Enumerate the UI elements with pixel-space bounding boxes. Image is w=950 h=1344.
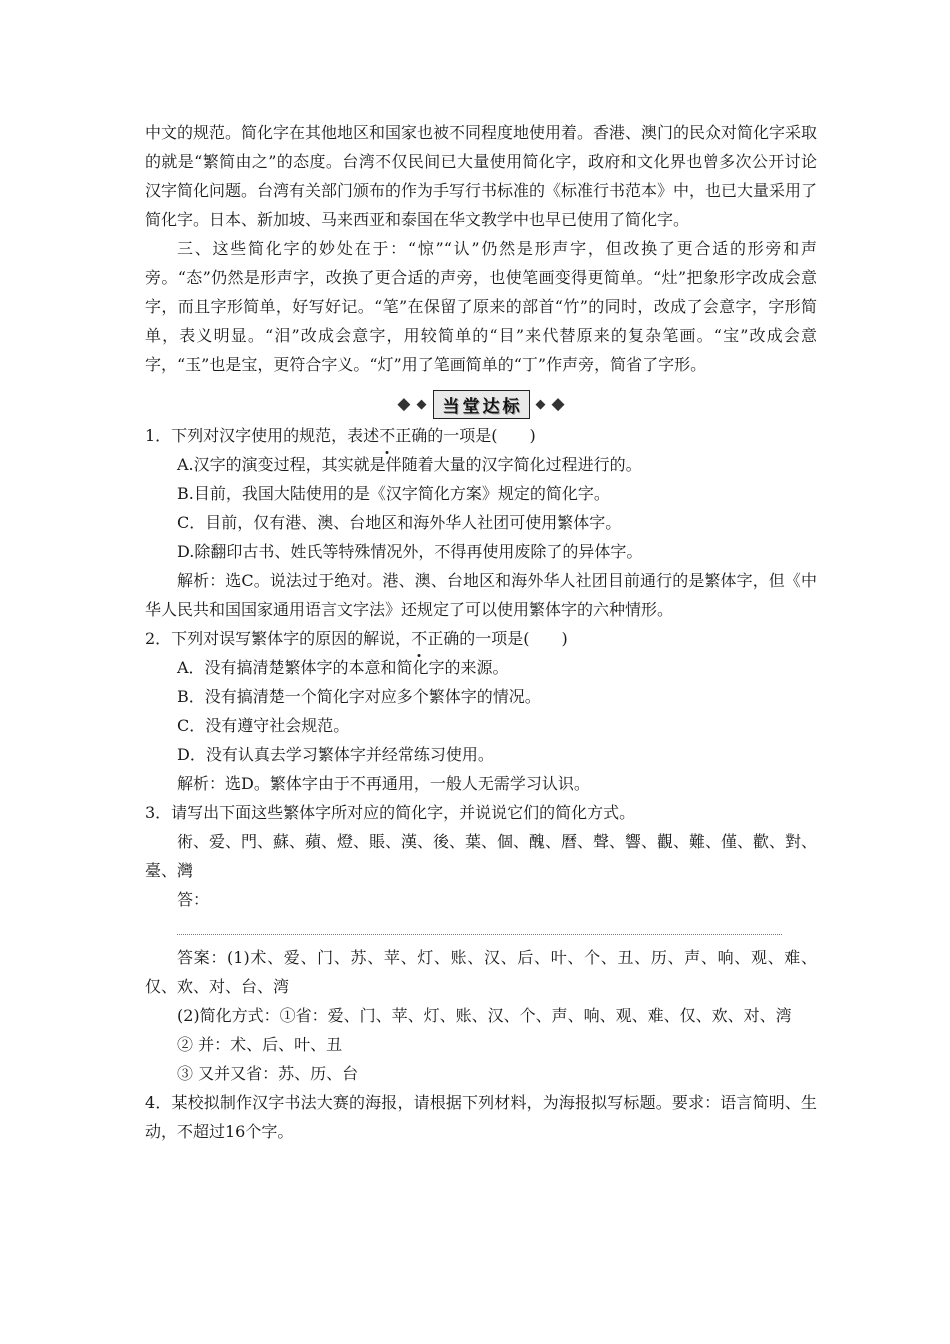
question-2-stem-b: 正确的一项是( ) — [427, 629, 568, 648]
question-3-chars: 術、爱、門、蘇、蘋、燈、賬、漢、後、葉、個、醜、曆、聲、響、觀、難、僅、歡、對、臺、灣 — [145, 832, 818, 880]
question-2-option-c: C．没有遵守社会规范。 — [177, 716, 350, 735]
question-1-stem — [145, 421, 817, 450]
section-title: 当堂达标 — [433, 390, 530, 419]
question-1-option-a: A.汉字的演变过程，其实就是伴随着大量的汉字简化过程进行的。 — [177, 455, 642, 474]
section-heading — [145, 389, 817, 419]
question-1-analysis: 解析：选C。说法过于绝对。港、澳、台地区和海外华人社团目前通行的是繁体字，但《中华人民共和国国家通用语言文字法》还规定了可以使用繁体字的六种情形。 — [145, 571, 817, 619]
diamond-icon: ◆ — [397, 394, 411, 414]
question-3-answer-prompt: 答： — [177, 890, 210, 909]
diamond-icon: ◆ — [416, 396, 427, 412]
diamond-icon: ◆ — [535, 396, 546, 412]
question-3-answer-1: 答案：(1)术、爱、门、苏、苹、灯、账、汉、后、叶、个、丑、历、声、响、观、难、仅、欢、对、台、湾 — [145, 948, 817, 996]
question-3-stem: 3．请写出下面这些繁体字所对应的简化字，并说说它们的简化方式。 — [145, 803, 636, 822]
question-2-stem — [145, 624, 817, 653]
question-1-option-c: C．目前，仅有港、澳、台地区和海外华人社团可使用繁体字。 — [177, 513, 622, 532]
question-1-option-d: D.除翻印古书、姓氏等特殊情况外，不得再使用废除了的异体字。 — [177, 542, 643, 561]
question-3-answer-3: ② 并：术、后、叶、丑 — [177, 1035, 343, 1054]
question-1-option-b: B.目前，我国大陆使用的是《汉字简化方案》规定的简化字。 — [177, 484, 610, 503]
answer-blank-line — [177, 934, 782, 935]
diamond-icon: ◆ — [551, 394, 565, 414]
question-2-stem-a: 2．下列对误写繁体字的原因的解说， — [145, 629, 412, 648]
question-3-answer-4: ③ 又并又省：苏、历、台 — [177, 1064, 359, 1083]
question-2-option-a: A．没有搞清楚繁体字的本意和简化字的来源。 — [177, 658, 509, 677]
emphasis-dot-char: 不 — [411, 624, 427, 653]
question-1-stem-a: 1．下列对汉字使用的规范，表述 — [145, 426, 380, 445]
question-4-stem: 4．某校拟制作汉字书法大赛的海报，请根据下列材料，为海报拟写标题。要求：语言简明、生动，不超过16个字。 — [145, 1093, 817, 1141]
question-3-answer-2: (2)简化方式：①省：爱、门、苹、灯、账、汉、个、声、响、观、难、仅、欢、对、湾 — [177, 1006, 792, 1025]
intro-paragraph-1: 中文的规范。简化字在其他地区和国家也被不同程度地使用着。香港、澳门的民众对简化字采取的就是“繁简由之”的态度。台湾不仅民间已大量使用简化字，政府和文化界也曾多次公开讨论汉字简化问题。台湾有关部门颁布的作为手写行书标准的《标准行书范本》中，也已大量采用了简化字。日本、新加坡、马来西亚和泰国在华文教学中也早已使用了简化字。 — [145, 123, 818, 229]
emphasis-dot-char: 不 — [379, 421, 395, 450]
question-2-analysis: 解析：选D。繁体字由于不再通用，一般人无需学习认识。 — [177, 774, 590, 793]
question-2-option-b: B．没有搞清楚一个简化字对应多个繁体字的情况。 — [177, 687, 541, 706]
intro-paragraph-2: 三、这些简化字的妙处在于：“惊”“认”仍然是形声字，但改换了更合适的形旁和声旁。“态”仍然是形声字，改换了更合适的声旁，也使笔画变得更简单。“灶”把象形字改成会意字，而且字形简单，好写好记。“笔”在保留了原来的部首“竹”的同时，改成了会意字，字形简单，表义明显。“泪”改成会意字，用较简单的“目”来代替原来的复杂笔画。“宝”改成会意字，“玉”也是宝，更符合字义。“灯”用了笔画简单的“丁”作声旁，简省了字形。 — [145, 239, 817, 374]
question-2-option-d: D．没有认真去学习繁体字并经常练习使用。 — [177, 745, 494, 764]
document-page — [145, 118, 817, 1146]
question-1-stem-b: 正确的一项是( ) — [395, 426, 536, 445]
